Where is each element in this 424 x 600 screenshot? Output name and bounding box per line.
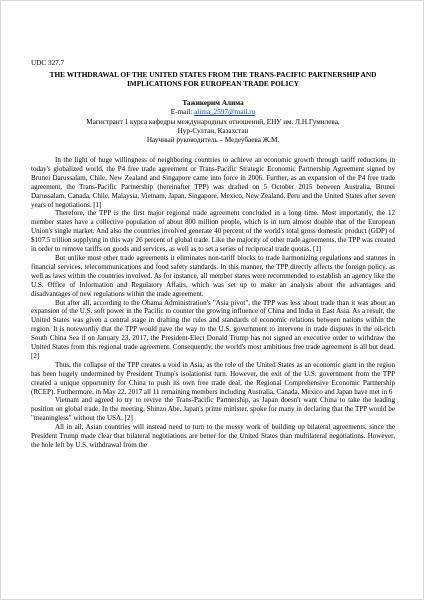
author-block — [31, 99, 395, 145]
supervisor-line: Научный руководитель – Медеубаева Ж.М. — [146, 136, 280, 145]
paragraph: But after all, according to the Obama Administration's "Asia pivot", the TPP was less about trade than it was about an expansion of the U.S. soft power in the Pacific to counter the growing influence of China and India in East Asia. As a result, the United States was given a central stage in drafting the rules and standards of economic relations between nations within the region. It is noteworthy that the TPP would pave the way to the U.S. government to intervene in trade disputes in the oil-rich South China Sea if on January 23, 2017, the President-Elect Donald Trump has not signed an executive order to withdraw the United States from this regional trade agreement. Consequently, the world's most ambitious free trade agreement is all but dead. [2] — [31, 298, 395, 360]
paragraph: But unlike most other trade agreements it eliminates non-tariff blocks to trade harmonizing regulations and statutes in financial services, telecommunications and food safety standards. In this manner, the TPP directly affects the foreign policy, as well as laws within the countries involved. As for instance, all member states were recommended to establish an agency like the U.S. Office of Information and Regulatory Affairs, which was set up to make an analysis about the advantages and disadvantages of new regulations within the trade agreement. — [31, 253, 395, 298]
paragraph: Vietnam and agreed to try to revive the Trans-Pacific Partnership, as Japan doesn't want China to take the leading position on global trade. In the meeting, Shinzo Abe, Japan's prime minister, spoke for many in declaring that the TPP would be "meaningless" without the USA. [2] — [31, 396, 395, 423]
paragraph: Therefore, the TPP is the first major regional trade agreement concluded in a long time. Most importantly, the 12 member states have a collective population of about 800 million people, which is in turn almost double that of the European Union's single market. And also the countries involved generate 40 percent of the world's total gross domestic product (GDP) of $107.5 trillion supplying in this way 26 percent of global trade. Like the majority of other trade agreements, the TPP was created in order to remove tariffs on goods and services, as well as to set a series of reciprocal trade quotas. [1] — [31, 209, 395, 254]
email-label: E-mail: — [170, 108, 193, 117]
author-affiliation: Магистрант 1 курса кафедры международных отношений, ЕНУ им. Л.Н.Гумилева, — [86, 117, 340, 126]
author-city: Нур-Султан, Казахстан — [177, 126, 249, 135]
paragraph: Thus, the collapse of the TPP creates a void in Asia, as the role of the United States as an economic giant in the region has been hugely undermined by President Trump's isolationist turn. However, the exit of the U.S. government from the TPP created a unique opportunity for China to push its own free trade deal, the Regional Comprehensive Economic Partnership (RCEP). Furthermore, in May 22, 2017 all 11 remaining members including Australia, Canada, Mexico and Japan have met in 6 — [31, 360, 395, 396]
body-text — [31, 156, 395, 450]
paragraph: All in all, Asian countries will instead need to turn to the messy work of building up bilateral agreements, since the President Trump made clear that bilateral negotiations are better for the United States than multilateral negotiations. However, the hole left by U.S. withdrawal from the — [31, 423, 395, 449]
udc-code: UDC 327.7 — [31, 59, 65, 67]
paper-title: THE WITHDRAWAL OF THE UNITED STATES FROM THE TRANS-PACIFIC PARTNERSHIP AND IMPLICATIONS FOR EUROPEAN TRADE POLICY — [49, 70, 377, 88]
email-line — [31, 108, 395, 117]
email-link[interactable]: alima_2597@mail.ru — [194, 108, 256, 117]
author-name: Тажикерим Алима — [182, 99, 244, 107]
paragraph: In the light of huge willingness of neighboring countries to achieve an economic growth through tariff reductions in today's globalized world, the P4 free trade agreement or Trans-Pacific Strategic Economic Partnership Agreement signed by Brunei Darussalam, Chile, New Zealand and Singapore came into force in 2006. Further, as an expansion of the P4 free trade agreement, the Trans-Pacific Partnership (hereinafter TPP) was drafted on 5 October 2015 between Australia, Brunei Darussalam, Canada, Chile, Malaysia, Vietnam, Japan, Singapore, Mexico, New Zealand, Peru and the United States after seven years of negotiations. [1] — [31, 156, 395, 209]
